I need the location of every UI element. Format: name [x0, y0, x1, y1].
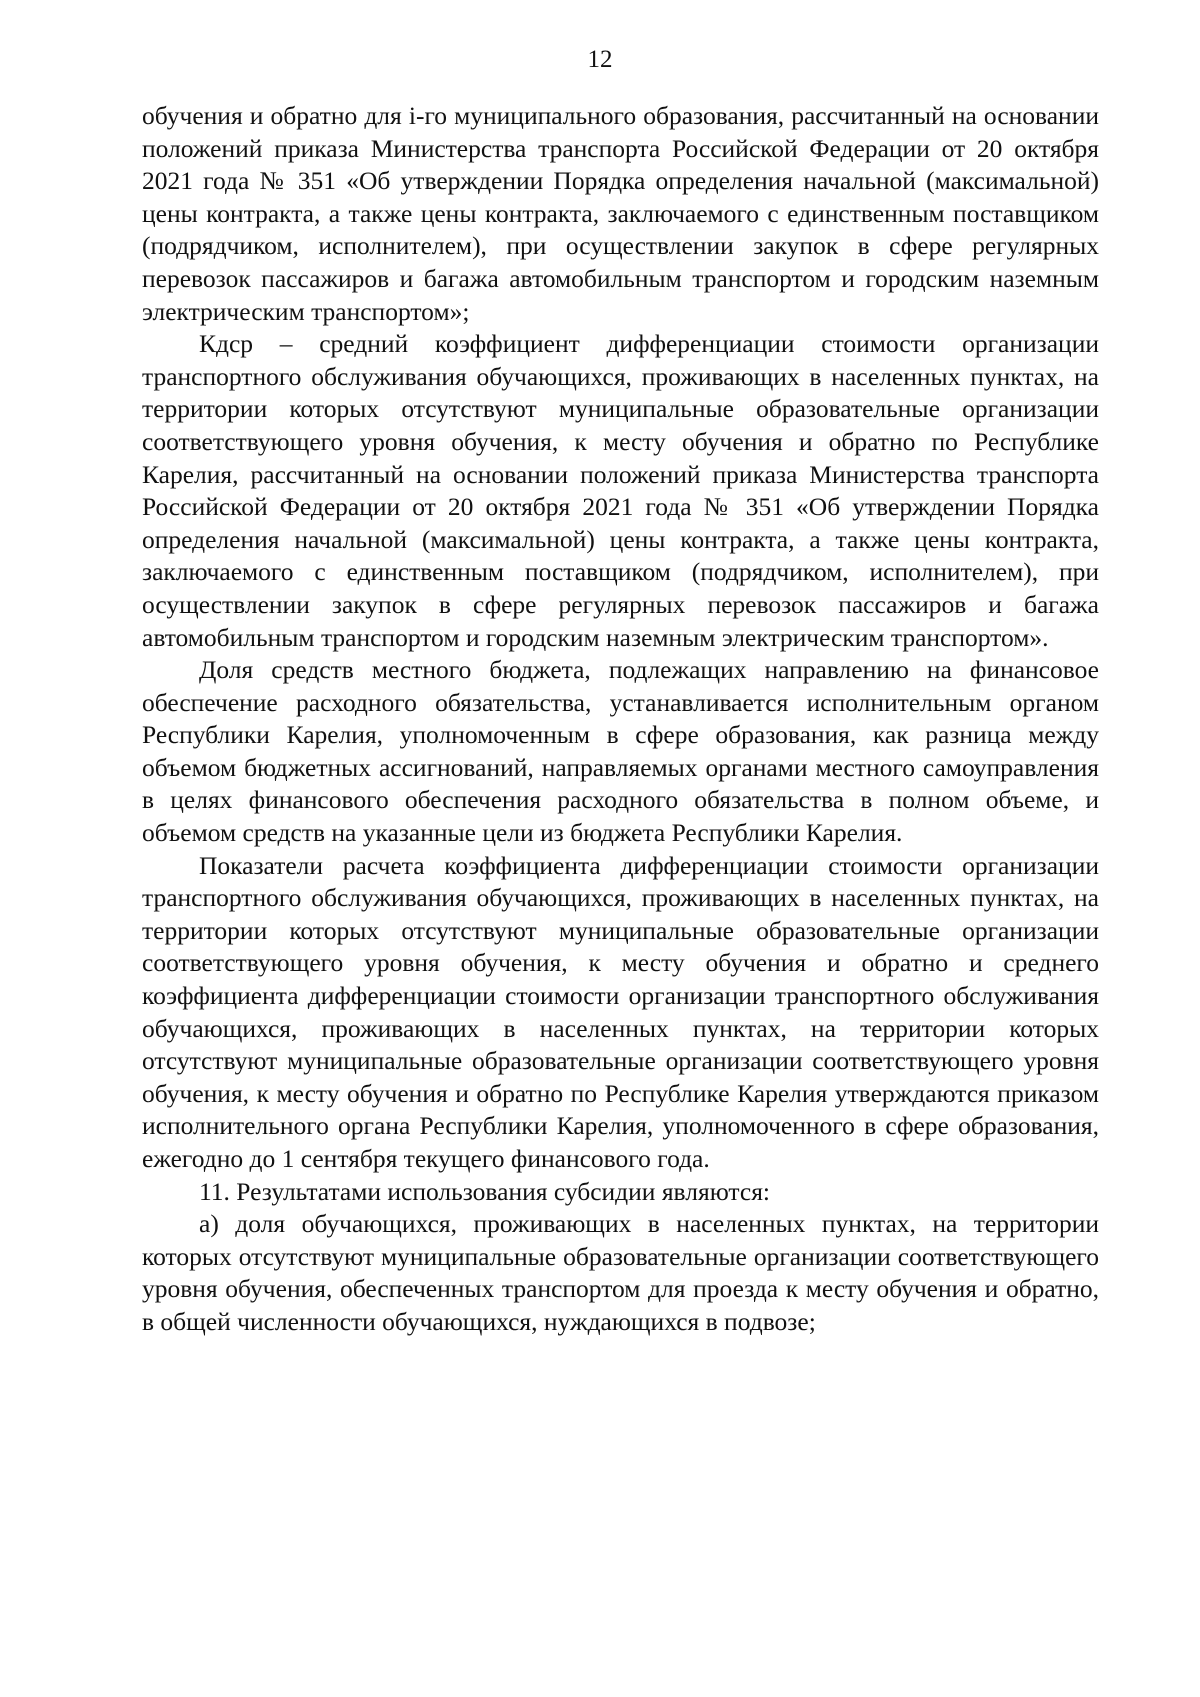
page-number: 12 [587, 46, 613, 73]
paragraph-item-11a: а) доля обучающихся, проживающих в населенных пунктах, на территории которых отсутствуют муниципальные образовательные организации соответствующего уровня обучения, обеспеченных транспортом для проезда к месту обучения и обратно, в общей численности обучающихся, нуждающихся в подвозе; [142, 1209, 1099, 1336]
paragraph-local-budget-share: Доля средств местного бюджета, подлежащих направлению на финансовое обеспечение расходного обязательства, устанавливается исполнительным органом Республики Карелия, уполномоченным в сфере образования, как разница между объемом бюджетных ассигнований, направляемых органами местного самоуправления в целях финансового обеспечения расходного обязательства в полном объеме, и объемом средств на указанные цели из бюджета Республики Карелия. [142, 655, 1099, 848]
paragraph-kdsr-definition: Кдср – средний коэффициент дифференциации стоимости организации транспортного обслуживания обучающихся, проживающих в населенных пунктах, на территории которых отсутствуют муниципальные образовательные организации соответствующего уровня обучения, к месту обучения и обратно по Республике Карелия, рассчитанный на основании положений приказа Министерства транспорта Российской Федерации от 20 октября 2021 года № 351 «Об утверждении Порядка определения начальной (максимальной) цены контракта, а также цены контракта, заключаемого с единственным поставщиком (подрядчиком, исполнителем), при осуществлении закупок в сфере регулярных перевозок пассажиров и багажа автомобильным транспортом и городским наземным электрическим транспортом». [142, 329, 1099, 652]
document-body [142, 100, 1099, 1339]
paragraph-continuation: обучения и обратно для i-го муниципального образования, рассчитанный на основании положений приказа Министерства транспорта Российской Федерации от 20 октября 2021 года № 351 «Об утверждении Порядка определения начальной (максимальной) цены контракта, а также цены контракта, заключаемого с единственным поставщиком (подрядчиком, исполнителем), при осуществлении закупок в сфере регулярных перевозок пассажиров и багажа автомобильным транспортом и городским наземным электрическим транспортом»; [142, 101, 1099, 326]
paragraph-indicators: Показатели расчета коэффициента дифференциации стоимости организации транспортного обслуживания обучающихся, проживающих в населенных пунктах, на территории которых отсутствуют муниципальные образовательные организации соответствующего уровня обучения, к месту обучения и обратно и среднего коэффициента дифференциации стоимости организации транспортного обслуживания обучающихся, проживающих в населенных пунктах, на территории которых отсутствуют муниципальные образовательные организации соответствующего уровня обучения, к месту обучения и обратно по Республике Карелия утверждаются приказом исполнительного органа Республики Карелия, уполномоченного в сфере образования, ежегодно до 1 сентября текущего финансового года. [142, 850, 1099, 1173]
paragraph-item-11: 11. Результатами использования субсидии являются: [199, 1176, 771, 1206]
